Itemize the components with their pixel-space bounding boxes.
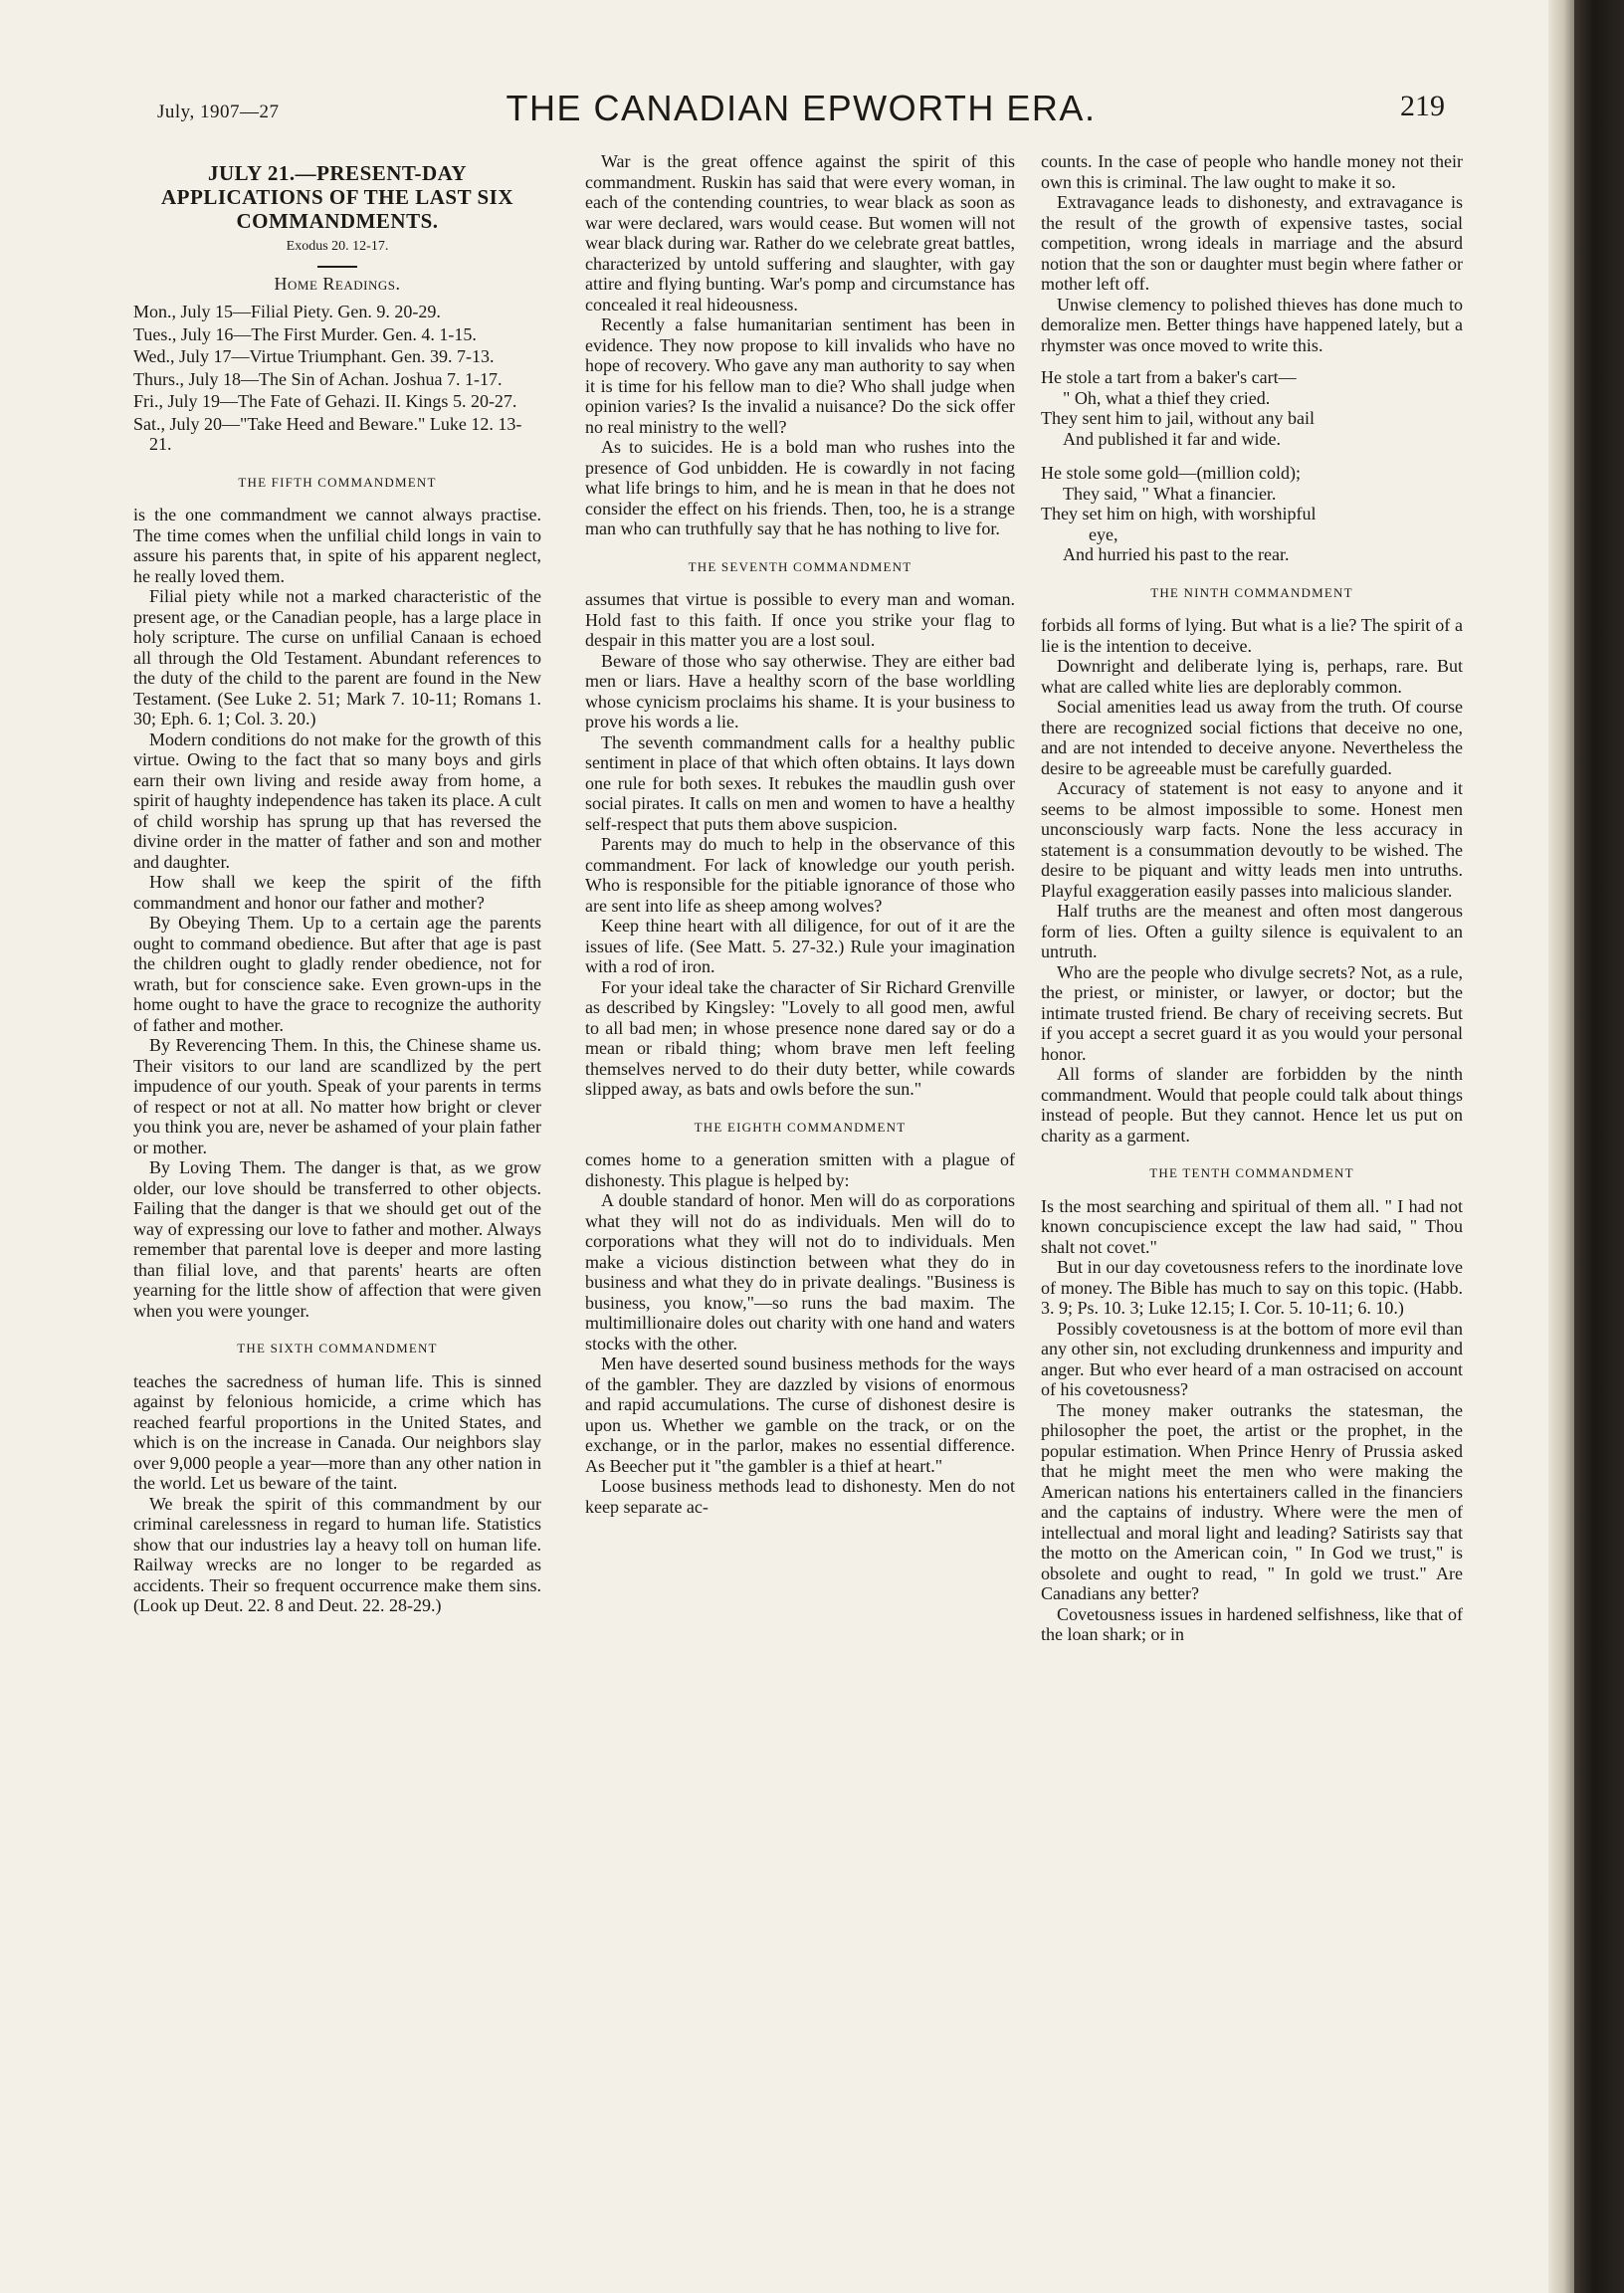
paragraph: As to suicides. He is a bold man who rushes into the presence of God unbidden. He is cowardly in not facing what life brings to him, and he is mean in that he does not consider the effect on his friends. Then, too, he is a strange man who can truthfully say that he has nothing to live for. — [585, 437, 1015, 538]
paragraph: Possibly covetousness is at the bottom of more evil than any other sin, not excluding drunkenness and impurity and anger. But who ever heard of a man ostracised on account of his covetousness? — [1041, 1318, 1463, 1399]
paragraph: Loose business methods lead to dishonesty. Men do not keep separate ac- — [585, 1476, 1015, 1517]
paragraph: Accuracy of statement is not easy to anyone and it seems to be almost impossible to some. Honest men unconsciously warp facts. None the less accuracy in statement is a consummation devoutly to be wished. The desire to be piquant and witty leads men into untruths. Playful exaggeration easily passes into malicious slander. — [1041, 778, 1463, 901]
poem-line: He stole some gold—(million cold); — [1041, 463, 1301, 483]
paragraph: We break the spirit of this commandment by our criminal carelessness in regard to human life. Statistics show that our industries lay a heavy toll on human life. Railway wrecks are no longer to be regarded as accidents. Their so frequent occurrence make them sins. (Look up Deut. 22. 8 and Deut. 22. 28-29.) — [133, 1493, 541, 1615]
paragraph: The seventh commandment calls for a healthy public sentiment in place of that which often obtains. It lays down one rule for both sexes. It rebukes the maudlin gush over social pirates. It calls on men and women to have a healthy self-respect that puts them above suspicion. — [585, 731, 1015, 834]
paragraph: Filial piety while not a marked characteristic of the present age, or the Canadian people, has a large place in holy scripture. The curse on unfilial Canaan is echoed all through the Old Testament. Abundant references to the duty of the child to the parent are found in the New Testament. (See Luke 2. 51; Mark 7. 10-11; Romans 1. 30; Eph. 6. 1; Col. 3. 20.) — [133, 586, 541, 729]
paragraph: War is the great offence against the spirit of this commandment. Ruskin has said that were every woman, in each of the contending countries, to wear black as soon as war were declared, wars would cease. But women will not wear black during war. Rather do we celebrate great battles, characterized by untold suffering and slaughter, with gay attire and flying bunting. War's pomp and circumstance has concealed it real hideousness. — [585, 151, 1015, 314]
paragraph: Parents may do much to help in the observance of this commandment. For lack of knowledge our youth perish. Who is responsible for the pitiable ignorance of those who are sent into life as sheep among wolves? — [585, 834, 1015, 916]
section-heading-ninth: THE NINTH COMMANDMENT — [1150, 584, 1353, 600]
paragraph: is the one commandment we cannot always practise. The time comes when the unfilial child longs in vain to assure his parents that, in spite of his apparent neglect, he really loved them. — [133, 505, 541, 586]
paragraph: Who are the people who divulge secrets? Not, as a rule, the priest, or minister, or lawyer, or doctor; but the intimate trusted friend. Be chary of receiving secrets. But if you accept a secret guard it as you would your personal honor. — [1041, 961, 1463, 1064]
column-1 — [133, 151, 541, 1616]
poem-line: eye, — [1089, 523, 1118, 544]
poem-line: They said, " What a financier. — [1063, 483, 1277, 504]
issue-date: July, 1907—27 — [157, 102, 280, 122]
paragraph: The money maker outranks the statesman, the philosopher the poet, the artist or the prophet, in the popular estimation. When Prince Henry of Prussia asked that he might meet the men who were making the American nations his entertainers called in the financiers and the captains of industry. Where were the men of intellectual and moral light and leading? Satirists say that the motto on the American coin, " In God we trust," is obsolete and ought to read, " In gold we trust." Are Canadians any better? — [1041, 1399, 1463, 1603]
poem-line: He stole a tart from a baker's cart— — [1041, 367, 1297, 387]
reading-item: Fri., July 19—The Fate of Gehazi. II. Kings 5. 20-27. — [133, 391, 517, 411]
section-heading-tenth: THE TENTH COMMANDMENT — [1149, 1165, 1354, 1180]
scripture-reference: Exodus 20. 12-17. — [286, 239, 389, 254]
poem — [1041, 367, 1463, 565]
reading-item: Mon., July 15—Filial Piety. Gen. 9. 20-29. — [133, 302, 441, 321]
paragraph: Keep thine heart with all diligence, for out of it are the issues of life. (See Matt. 5. 27-32.) Rule your imagination with a rod of iron. — [585, 916, 1015, 976]
page-edge — [1548, 0, 1574, 2293]
reading-item: Sat., July 20—"Take Heed and Beware." Luke 12. 13-21. — [133, 413, 522, 454]
paragraph: teaches the sacredness of human life. This is sinned against by felonious homicide, a crime which has reached fearful proportions in the United States, and which is on the increase in Canada. Our neighbors slay over 9,000 people a year—more than any other nation in the world. Let us beware of the taint. — [133, 1370, 541, 1493]
paragraph: For your ideal take the character of Sir Richard Grenville as described by Kingsley: "Lovely to all good men, awful to all bad men; in whose presence none dared say or do a mean or ribald thing; whom brave men left feeling themselves nerved to do their duty better, while cowards slipped away, as bats and owls before the sun." — [585, 976, 1015, 1099]
paragraph: comes home to a generation smitten with a plague of dishonesty. This plague is helped by: — [585, 1149, 1015, 1190]
paragraph: Recently a false humanitarian sentiment has been in evidence. They now propose to kill invalids who have no hope of recovery. Who gave any man authority to say when it is time for his fellow man to die? Who shall judge when opinion varies? Is the invalid a nuisance? Do the sick offer no real ministry to the well? — [585, 314, 1015, 437]
page-number: 219 — [1400, 90, 1445, 122]
paragraph: Is the most searching and spiritual of them all. " I had not known concupiscience except the law had said, " Thou shalt not covet." — [1041, 1195, 1463, 1257]
paragraph: How shall we keep the spirit of the fifth commandment and honor our father and mother? — [133, 872, 541, 913]
section-heading-seventh: THE SEVENTH COMMANDMENT — [688, 558, 913, 574]
paragraph: Beware of those who say otherwise. They are either bad men or liars. Have a healthy scorn of the base worldling whose cynicism proclaims his shame. It is your business to prove his words a lie. — [585, 650, 1015, 731]
paragraph: counts. In the case of people who handle money not their own this is criminal. The law ought to make it so. — [1041, 151, 1463, 192]
paragraph: Modern conditions do not make for the growth of this virtue. Owing to the fact that so many boys and girls earn their own living and reside away from home, a spirit of haughty independence has taken its place. A cult of child worship has sprung up that has reversed the divine order in the matter of father and son and mother and daughter. — [133, 729, 541, 872]
paragraph: Half truths are the meanest and often most dangerous form of lies. Often a guilty silence is equivalent to an untruth. — [1041, 901, 1463, 961]
poem-line: And hurried his past to the rear. — [1063, 544, 1290, 564]
paragraph: Men have deserted sound business methods for the ways of the gambler. They are dazzled by visions of enormous and rapid accumulations. The curse of dishonest desire is upon us. Whether we gamble on the track, or on the exchange, or in the parlor, makes no essential difference. As Beecher put it "the gambler is a thief at heart." — [585, 1354, 1015, 1476]
running-header — [157, 88, 1445, 137]
poem-line: They sent him to jail, without any bail — [1041, 408, 1315, 428]
magazine-title: THE CANADIAN EPWORTH ERA. — [506, 88, 1097, 128]
section-heading-eighth: THE EIGHTH COMMANDMENT — [694, 1119, 907, 1135]
readings-heading: Home Readings. — [274, 273, 401, 294]
paragraph: But in our day covetousness refers to the inordinate love of money. The Bible has much to say on this topic. (Habb. 3. 9; Ps. 10. 3; Luke 12.15; I. Cor. 5. 10-11; 6. 10.) — [1041, 1257, 1463, 1318]
paragraph: By Obeying Them. Up to a certain age the parents ought to command obedience. But after that age is past the children ought to gladly render obedience, not for wrath, but for conscience sake. Even grown-ups in the home ought to have the grace to recognize the authority of father and mother. — [133, 913, 541, 1035]
section-heading-fifth: THE FIFTH COMMANDMENT — [238, 474, 437, 490]
poem-line: " Oh, what a thief they cried. — [1063, 387, 1271, 408]
section-heading-sixth: THE SIXTH COMMANDMENT — [237, 1341, 438, 1355]
book-spine — [1574, 0, 1624, 2293]
paragraph: Extravagance leads to dishonesty, and extravagance is the result of the growth of expensive tastes, social competition, wrong ideals in marriage and the absurd notion that the son or daughter must begin where father or mother left off. — [1041, 192, 1463, 294]
home-readings-list — [133, 302, 541, 455]
paragraph: Unwise clemency to polished thieves has done much to demoralize men. Better things have happened lately, but a rhymster was once moved to write this. — [1041, 294, 1463, 355]
paragraph: A double standard of honor. Men will do as corporations what they will not do as individuals. Men will do to corporations what they will not do to individuals. Men make a vicious distinction between what they do in business and what they do in private dealings. "Business is business, you know,"—so runs the bad maxim. The multimillionaire doles out charity with one hand and waters stocks with the other. — [585, 1190, 1015, 1354]
paragraph: forbids all forms of lying. But what is a lie? The spirit of a lie is the intention to deceive. — [1041, 615, 1463, 656]
paragraph: assumes that virtue is possible to every man and woman. Hold fast to this faith. If once you strike your flag to despair in this matter you are a lost soul. — [585, 589, 1015, 650]
reading-item: Wed., July 17—Virtue Triumphant. Gen. 39. 7-13. — [133, 346, 495, 366]
column-2 — [585, 151, 1015, 1517]
reading-item: Thurs., July 18—The Sin of Achan. Joshua 7. 1-17. — [133, 368, 503, 389]
paragraph: Covetousness issues in hardened selfishness, like that of the loan shark; or in — [1041, 1603, 1463, 1644]
paragraph: Social amenities lead us away from the truth. Of course there are recognized social fictions that deceive no one, and are not intended to deceive anyone. Nevertheless the desire to be agreeable must be carefully guarded. — [1041, 697, 1463, 778]
column-3 — [1041, 151, 1463, 1645]
poem-line: And published it far and wide. — [1063, 428, 1281, 449]
paragraph: By Loving Them. The danger is that, as we grow older, our love should be transferred to other objects. Failing that the danger is that we should get out of the way of expressing our love to father and mother. Always remember that parental love is deeper and more lasting than filial love, and that parents' hearts are often yearning for the little show of affection that were given when you were younger. — [133, 1157, 541, 1321]
poem-line: They set him on high, with worshipful — [1041, 504, 1317, 523]
paragraph: All forms of slander are forbidden by the ninth commandment. Would that people could talk about things instead of people. But they cannot. Hence let us put on charity as a garment. — [1041, 1064, 1463, 1146]
divider — [317, 266, 357, 268]
reading-item: Tues., July 16—The First Murder. Gen. 4. 1-15. — [133, 323, 477, 344]
paragraph: Downright and deliberate lying is, perhaps, rare. But what are called white lies are deplorably common. — [1041, 656, 1463, 697]
lesson-title: JULY 21.—PRESENT-DAY APPLICATIONS OF THE LAST SIX COMMANDMENTS. — [161, 161, 513, 233]
paragraph: By Reverencing Them. In this, the Chinese shame us. Their visitors to our land are scandlized by the pert impudence of our youth. Speak of your parents in terms of respect or not at all. No matter how bright or clever you think you are, never be ashamed of your plain father or mother. — [133, 1035, 541, 1157]
